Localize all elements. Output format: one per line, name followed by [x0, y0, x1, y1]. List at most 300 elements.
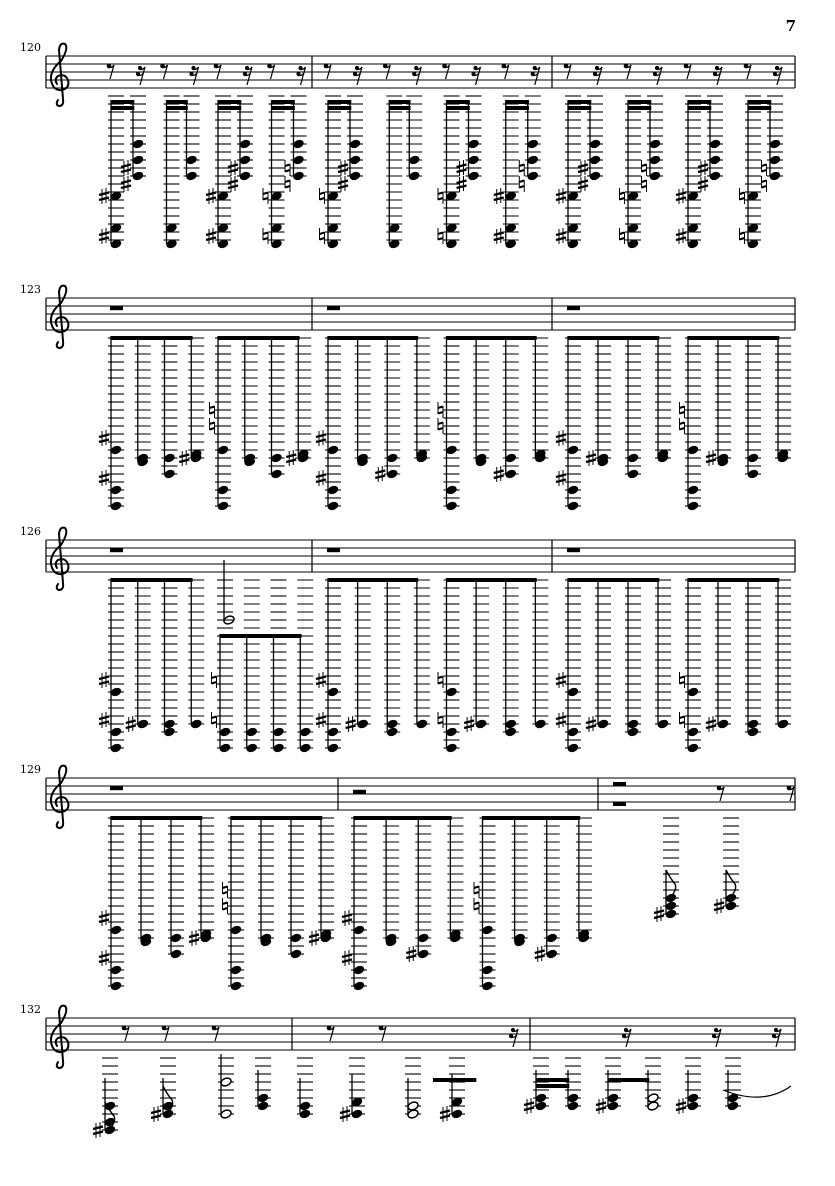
sixteenth-rest [471, 66, 480, 85]
staff-system [20, 41, 795, 249]
notehead [747, 719, 759, 730]
notehead [353, 981, 365, 992]
sixteenth-rest [412, 66, 421, 85]
sharp-accidental [676, 1098, 686, 1114]
natural-accidental [320, 188, 325, 204]
notehead [270, 453, 282, 464]
notehead [657, 719, 669, 730]
beam [447, 578, 537, 582]
notehead [725, 901, 737, 912]
notehead [747, 727, 759, 738]
notehead [230, 925, 242, 936]
notehead [717, 719, 729, 730]
sharp-accidental [535, 946, 545, 962]
notehead [408, 155, 420, 166]
notehead [110, 687, 122, 698]
natural-accidental [620, 228, 625, 244]
notehead [349, 171, 361, 182]
notehead [292, 155, 304, 166]
notehead [747, 453, 759, 464]
beam [389, 106, 410, 110]
notehead [327, 485, 339, 496]
beam [447, 336, 537, 340]
sixteenth-rest [531, 66, 540, 85]
notehead [627, 453, 639, 464]
sharp-accidental [706, 450, 716, 466]
natural-accidental [212, 712, 217, 728]
notehead [230, 981, 242, 992]
beam [328, 336, 418, 340]
measure-number: 123 [20, 283, 41, 296]
notehead [665, 901, 677, 912]
beam [218, 106, 241, 110]
eighth-rest [214, 64, 221, 79]
notehead [769, 139, 781, 150]
natural-accidental [762, 176, 767, 192]
notehead [687, 445, 699, 456]
notehead [546, 933, 558, 944]
notehead [257, 1101, 269, 1112]
sharp-accidental [706, 716, 716, 732]
beam [354, 816, 452, 820]
notehead [505, 469, 517, 480]
notehead [349, 155, 361, 166]
beam [748, 100, 771, 104]
natural-accidental [438, 712, 443, 728]
notehead [769, 155, 781, 166]
notehead [327, 743, 339, 754]
beam [111, 100, 134, 104]
eighth-rest [624, 64, 631, 79]
notehead [687, 1101, 699, 1112]
sharp-accidental [524, 1098, 534, 1114]
half-rest [353, 790, 366, 794]
notehead [170, 933, 182, 944]
page-number: 7 [785, 17, 796, 35]
eighth-rest [107, 64, 114, 79]
natural-accidental [740, 228, 745, 244]
whole-rest [110, 548, 123, 552]
sharp-accidental [556, 712, 566, 728]
natural-accidental [680, 402, 685, 418]
notehead [219, 727, 231, 738]
notehead [597, 719, 609, 730]
notehead [467, 155, 479, 166]
sharp-accidental [676, 188, 686, 204]
notehead [110, 485, 122, 496]
sharp-accidental [99, 910, 109, 926]
sixteenth-rest [593, 66, 602, 85]
beam [608, 1078, 649, 1082]
notehead [567, 501, 579, 512]
beam [328, 100, 351, 104]
notehead [481, 981, 493, 992]
sixteenth-rest [189, 66, 198, 85]
notehead [246, 743, 258, 754]
notehead [163, 453, 175, 464]
notehead [299, 1101, 311, 1112]
notehead [132, 139, 144, 150]
natural-accidental [438, 228, 443, 244]
notehead [219, 743, 231, 754]
natural-accidental [320, 228, 325, 244]
notehead [665, 909, 677, 920]
natural-accidental [223, 882, 228, 898]
notehead [747, 469, 759, 480]
notehead [687, 485, 699, 496]
eighth-rest [383, 64, 390, 79]
beam [447, 100, 470, 104]
eighth-rest [212, 1026, 219, 1041]
beam [218, 336, 300, 340]
treble-clef [51, 44, 68, 106]
half-note-head [407, 1101, 419, 1112]
notehead [163, 727, 175, 738]
natural-accidental [263, 188, 268, 204]
whole-rest [613, 782, 626, 786]
beam [688, 336, 779, 340]
sharp-accidental [316, 470, 326, 486]
notehead [725, 893, 737, 904]
eighth-rest [442, 64, 449, 79]
half-note-head [220, 1109, 232, 1120]
notehead [356, 719, 368, 730]
notehead [649, 155, 661, 166]
notehead [505, 719, 517, 730]
sharp-accidental [99, 950, 109, 966]
beam [231, 816, 322, 820]
notehead [353, 925, 365, 936]
notehead [417, 949, 429, 960]
sixteenth-rest [353, 66, 362, 85]
notehead [272, 727, 284, 738]
sharp-accidental [406, 946, 416, 962]
beam [483, 816, 581, 820]
sharp-accidental [206, 228, 216, 244]
notehead [351, 1109, 363, 1120]
notehead [481, 925, 493, 936]
measure-number: 126 [20, 525, 41, 538]
sharp-accidental [99, 228, 109, 244]
notehead [327, 501, 339, 512]
notehead [687, 687, 699, 698]
eighth-rest [160, 64, 167, 79]
notehead [290, 933, 302, 944]
sharp-accidental [464, 716, 474, 732]
measure-number: 120 [20, 41, 41, 54]
natural-accidental [642, 160, 647, 176]
half-rest [613, 802, 626, 806]
beam [433, 1078, 476, 1082]
notehead [257, 1093, 269, 1104]
beam [328, 578, 418, 582]
sharp-accidental [556, 188, 566, 204]
natural-accidental [285, 160, 290, 176]
sharp-accidental [342, 910, 352, 926]
notehead [292, 139, 304, 150]
notehead [567, 727, 579, 738]
measure-number: 129 [20, 763, 41, 776]
notehead [417, 933, 429, 944]
half-note-head [647, 1093, 659, 1104]
sharp-accidental [99, 712, 109, 728]
notehead [132, 171, 144, 182]
notehead [110, 981, 122, 992]
eighth-rest [744, 64, 751, 79]
notehead [408, 171, 420, 182]
notehead [451, 1109, 463, 1120]
staff-system [20, 283, 795, 511]
notehead [239, 171, 251, 182]
natural-accidental [519, 176, 524, 192]
beam [628, 100, 651, 104]
beam [536, 1084, 569, 1088]
notehead [527, 171, 539, 182]
beam [111, 336, 193, 340]
sixteenth-rest [296, 66, 305, 85]
systems-layer [20, 41, 795, 1138]
sharp-accidental [126, 716, 136, 732]
sharp-accidental [586, 450, 596, 466]
whole-rest [567, 548, 580, 552]
sharp-accidental [556, 470, 566, 486]
notehead [475, 719, 487, 730]
eighth-rest [501, 64, 508, 79]
notehead [386, 453, 398, 464]
natural-accidental [740, 188, 745, 204]
sharp-accidental [309, 930, 319, 946]
natural-accidental [762, 160, 767, 176]
sharp-accidental [99, 430, 109, 446]
notehead [445, 485, 457, 496]
notehead [217, 485, 229, 496]
natural-accidental [438, 402, 443, 418]
natural-accidental [474, 898, 479, 914]
beam [111, 578, 193, 582]
notehead [110, 501, 122, 512]
notehead [386, 719, 398, 730]
notehead [292, 171, 304, 182]
sharp-accidental [99, 188, 109, 204]
notehead [190, 719, 202, 730]
half-note-head [220, 1077, 232, 1088]
natural-accidental [210, 402, 215, 418]
sharp-accidental [494, 188, 504, 204]
sharp-accidental [346, 716, 356, 732]
notehead [445, 501, 457, 512]
notehead [290, 949, 302, 960]
beam [688, 106, 711, 110]
beam [272, 106, 295, 110]
notehead [299, 743, 311, 754]
notehead [270, 469, 282, 480]
beam [111, 106, 134, 110]
staff-system [20, 763, 795, 991]
notehead [535, 1101, 547, 1112]
notehead [709, 155, 721, 166]
notehead [467, 171, 479, 182]
beam [389, 100, 410, 104]
notehead [132, 155, 144, 166]
whole-rest [567, 306, 580, 310]
beam [220, 634, 302, 638]
sixteenth-rest [243, 66, 252, 85]
beam [568, 336, 659, 340]
sharp-accidental [440, 1106, 450, 1122]
beam [506, 106, 529, 110]
notehead [272, 743, 284, 754]
sixteenth-rest [653, 66, 662, 85]
notehead [607, 1101, 619, 1112]
notehead [327, 727, 339, 738]
whole-rest [327, 548, 340, 552]
sixteenth-rest [712, 1028, 721, 1047]
beam [218, 100, 241, 104]
notehead [217, 501, 229, 512]
sixteenth-rest [622, 1028, 631, 1047]
sixteenth-rest [773, 66, 782, 85]
sharp-accidental [93, 1122, 103, 1138]
notehead [687, 1093, 699, 1104]
whole-rest [327, 306, 340, 310]
beam [167, 106, 188, 110]
beam [506, 100, 529, 104]
sharp-accidental [596, 1098, 606, 1114]
natural-accidental [438, 418, 443, 434]
notehead [137, 719, 149, 730]
notehead [104, 1125, 116, 1136]
natural-accidental [680, 672, 685, 688]
notehead [687, 727, 699, 738]
notehead [327, 445, 339, 456]
eighth-rest [684, 64, 691, 79]
staff-system [20, 525, 795, 753]
natural-accidental [680, 712, 685, 728]
natural-accidental [680, 418, 685, 434]
treble-clef [51, 1006, 68, 1068]
notehead [185, 171, 197, 182]
notehead [627, 727, 639, 738]
beam [447, 106, 470, 110]
notehead [687, 501, 699, 512]
natural-accidental [438, 188, 443, 204]
sharp-accidental [556, 228, 566, 244]
natural-accidental [223, 898, 228, 914]
notehead [709, 139, 721, 150]
notehead [110, 727, 122, 738]
notehead [217, 445, 229, 456]
beam [167, 100, 188, 104]
sharp-accidental [556, 430, 566, 446]
whole-rest [110, 786, 123, 790]
sharp-accidental [494, 228, 504, 244]
beam [568, 100, 591, 104]
treble-clef [51, 286, 68, 348]
eighth-rest [379, 1026, 386, 1041]
notehead [527, 139, 539, 150]
beam [568, 106, 591, 110]
notehead [353, 965, 365, 976]
eighth-rest [122, 1026, 129, 1041]
eighth-rest [327, 1026, 334, 1041]
natural-accidental [474, 882, 479, 898]
notehead [327, 687, 339, 698]
notehead [649, 139, 661, 150]
sixteenth-rest [772, 1028, 781, 1047]
notehead [567, 687, 579, 698]
sharp-accidental [316, 430, 326, 446]
notehead [110, 743, 122, 754]
notehead [627, 719, 639, 730]
notehead [687, 743, 699, 754]
beam [536, 1078, 569, 1082]
notehead [567, 1101, 579, 1112]
whole-rest [110, 306, 123, 310]
natural-accidental [642, 176, 647, 192]
eighth-rest [564, 64, 571, 79]
notehead [567, 485, 579, 496]
notehead [299, 1109, 311, 1120]
notehead [567, 445, 579, 456]
eighth-rest [267, 64, 274, 79]
beam [628, 106, 651, 110]
beam [688, 578, 779, 582]
sharp-accidental [189, 930, 199, 946]
notehead [649, 171, 661, 182]
notehead [230, 965, 242, 976]
notehead [349, 139, 361, 150]
notehead [239, 155, 251, 166]
sharp-accidental [375, 466, 385, 482]
sharp-accidental [556, 672, 566, 688]
notehead [567, 743, 579, 754]
beam [688, 100, 711, 104]
natural-accidental [212, 672, 217, 688]
notehead [505, 453, 517, 464]
sharp-accidental [586, 716, 596, 732]
notehead [589, 171, 601, 182]
sixteenth-rest [509, 1028, 518, 1047]
beam [328, 106, 351, 110]
notehead [170, 949, 182, 960]
notehead [527, 155, 539, 166]
beam [748, 106, 771, 110]
notehead [546, 949, 558, 960]
beam [111, 816, 202, 820]
notehead [445, 687, 457, 698]
notehead [534, 719, 546, 730]
natural-accidental [263, 228, 268, 244]
notehead [481, 965, 493, 976]
sharp-accidental [316, 672, 326, 688]
sharp-accidental [179, 450, 189, 466]
notehead [110, 925, 122, 936]
natural-accidental [210, 418, 215, 434]
notehead [589, 155, 601, 166]
notehead [445, 743, 457, 754]
eighth-rest [324, 64, 331, 79]
notehead [185, 155, 197, 166]
eighth-rest [787, 786, 794, 801]
notehead [769, 171, 781, 182]
natural-accidental [285, 176, 290, 192]
natural-accidental [620, 188, 625, 204]
sharp-accidental [151, 1106, 161, 1122]
notehead [627, 469, 639, 480]
beam [568, 578, 659, 582]
notehead [777, 719, 789, 730]
notehead [727, 1101, 739, 1112]
